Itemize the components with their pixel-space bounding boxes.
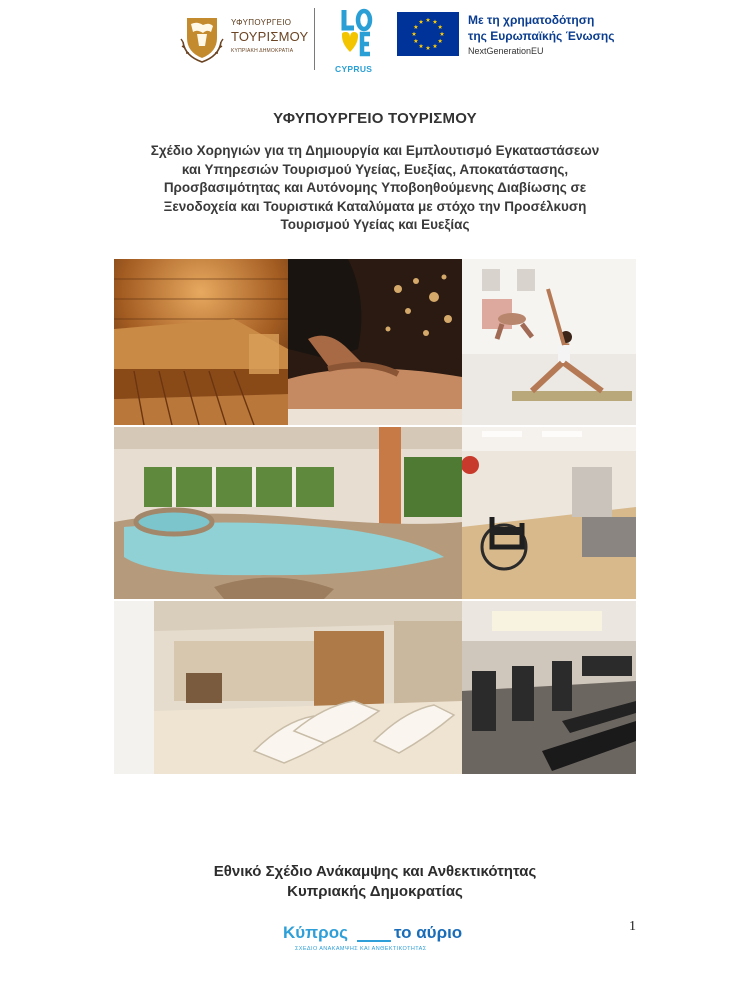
- love-wordmark-icon: [330, 8, 382, 64]
- eu-logo-line2: της Ευρωπαϊκής Ένωσης: [468, 29, 615, 43]
- subtitle-line: Προσβασιμότητας και Αυτόνομης Υποβοηθούμενης Διαβίωσης σε: [163, 180, 587, 196]
- tourism-logo-line1: ΥΦΥΠΟΥΡΓΕΙΟ: [231, 18, 292, 27]
- fitness-room-photo: [462, 601, 636, 774]
- subtitle-line: Τουρισμού Υγείας και Ευεξίας: [280, 217, 470, 233]
- kypros-logo-word1: Κύπρος: [283, 923, 348, 942]
- kypros-logo-tagline: ΣΧΕΔΙΟ ΑΝΑΚΑΜΨΗΣ ΚΑΙ ΑΝΘΕΚΤΙΚΟΤΗΤΑΣ: [295, 946, 427, 952]
- kypros-to-avrio-logo: [283, 923, 473, 957]
- tourism-logo-line3: ΚΥΠΡΙΑΚΗ ΔΗΜΟΚΡΑΤΙΑ: [231, 48, 294, 54]
- yoga-photo: [462, 259, 636, 425]
- page-number: 1: [629, 919, 636, 934]
- deputy-ministry-tourism-logo: [177, 12, 307, 64]
- eu-logo-line1: Με τη χρηματοδότηση: [468, 13, 595, 27]
- love-cyprus-logo: [330, 8, 382, 76]
- header-divider: [314, 8, 315, 70]
- subtitle-line: και Υπηρεσιών Τουρισμού Υγείας, Ευεξίας, Αποκατάστασης,: [181, 161, 569, 177]
- indoor-pool-photo: [114, 427, 462, 599]
- wheelchair-gym-photo: [462, 427, 636, 599]
- relaxation-lounge-photo: [114, 601, 462, 774]
- cyprus-emblem-icon: [177, 12, 227, 64]
- ministry-title: ΥΦΥΠΟΥΡΓΕΙΟ ΤΟΥΡΙΣΜΟΥ: [273, 110, 477, 127]
- document-subtitle: [95, 142, 655, 235]
- kypros-logo-word2: το αύριο: [394, 923, 463, 942]
- eu-flag-icon: [397, 12, 459, 56]
- love-logo-country: CYPRUS: [335, 64, 373, 74]
- wellness-photo-collage: [114, 259, 636, 774]
- eu-funding-logo: [397, 12, 637, 62]
- tourism-logo-line2: ΤΟΥΡΙΣΜΟΥ: [231, 29, 309, 44]
- recovery-plan-title: [0, 862, 750, 902]
- recovery-plan-line2: Κυπριακής Δημοκρατίας: [287, 883, 463, 900]
- subtitle-line: Ξενοδοχεία και Τουριστικά Καταλύματα με στόχο την Προσέλκυση: [163, 198, 587, 214]
- recovery-plan-line1: Εθνικό Σχέδιο Ανάκαμψης και Ανθεκτικότητας: [213, 863, 537, 880]
- massage-photo: [288, 259, 462, 425]
- eu-logo-line3: NextGenerationEU: [468, 46, 544, 56]
- kypros-logo-underline: [357, 940, 391, 942]
- sauna-photo: [114, 259, 288, 425]
- subtitle-line: Σχέδιο Χορηγιών για τη Δημιουργία και Εμπλουτισμό Εγκαταστάσεων: [150, 143, 600, 158]
